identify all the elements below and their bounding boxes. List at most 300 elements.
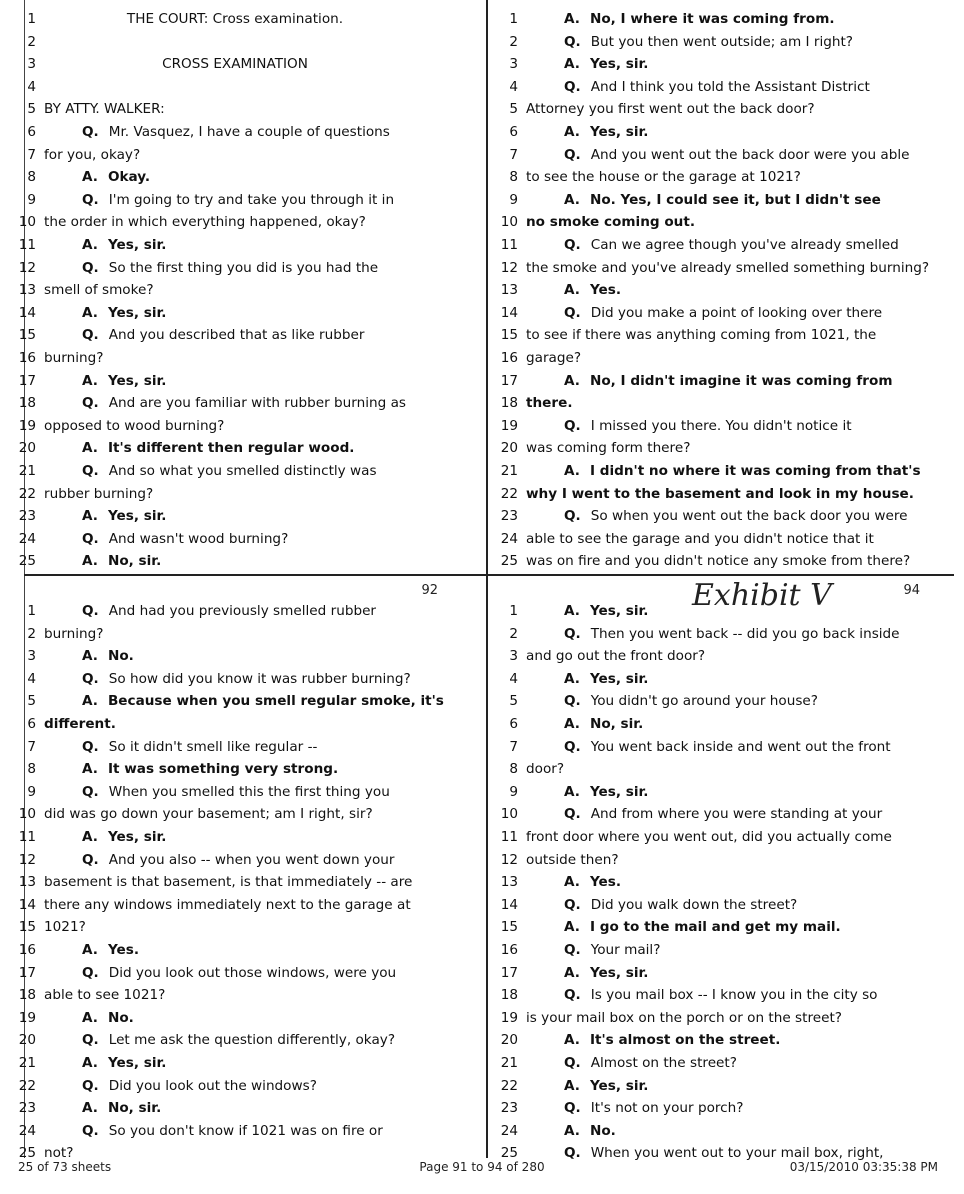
line-text [82,600,376,622]
line-content: why I went to the basement and look in my house. [526,485,914,502]
line-number: 2 [509,625,518,642]
line-text [82,758,338,780]
line-content: Yes, sir. [589,603,649,619]
line-number: 11 [18,237,36,253]
line-text [564,279,621,301]
transcript-line [482,279,952,301]
line-number: 9 [509,783,518,800]
transcript-line [482,189,952,211]
speaker-label: Q. [82,603,99,619]
line-number: 6 [509,716,518,732]
speaker-label: Q. [82,783,99,800]
transcript-line [0,736,470,758]
speaker-label: A. [564,783,580,800]
line-number: 9 [27,191,36,208]
transcript-line [0,144,470,166]
line-text [564,623,900,645]
speaker-label: A. [82,648,98,665]
line-content: No, sir. [107,553,162,570]
line-number: 25 [18,553,36,570]
speaker-label: A. [564,1077,580,1094]
line-number: 4 [27,78,36,95]
line-content: Yes. [589,282,622,299]
line-content: BY ATTY. WALKER: [44,101,165,118]
transcript-line [0,234,470,256]
line-number: 25 [500,553,518,570]
line-content: Yes, sir. [589,1077,649,1094]
transcript-line [0,645,470,667]
line-text [82,1075,317,1097]
line-number: 21 [18,463,36,479]
line-content: Yes, sir. [107,508,167,525]
transcript-line [482,460,952,482]
line-number: 24 [18,530,36,547]
line-text [526,347,581,369]
row-divider [24,574,954,576]
transcript-line [482,437,952,459]
transcript-line [0,31,470,53]
line-content: basement is that basement, is that immediately -- are [44,874,413,891]
transcript-line [0,121,470,143]
speaker-label: Q. [82,463,99,479]
line-content: Is you mail box -- I know you in the city so [590,987,878,1004]
line-text [564,736,891,758]
line-number: 1 [509,603,518,619]
line-number: 15 [500,327,518,344]
line-text [564,302,882,324]
speaker-label: A. [82,169,98,186]
line-number: 4 [509,670,518,687]
transcript-line [482,623,952,645]
line-content: And so what you smelled distinctly was [108,463,377,479]
line-text [526,645,705,667]
transcript-line [0,849,470,871]
line-number: 11 [18,829,36,845]
line-text [526,1007,842,1029]
line-text [44,984,165,1006]
line-content: Mr. Vasquez, I have a couple of questions [108,124,390,140]
line-text [564,370,892,392]
transcript-line [0,392,470,414]
transcript-line [482,781,952,803]
line-number: 10 [500,806,518,823]
speaker-label: A. [564,191,580,208]
line-number: 10 [18,806,36,823]
line-number: 8 [27,761,36,778]
transcript-line [482,939,952,961]
line-number: 3 [27,648,36,665]
page-number: 92 [421,583,438,598]
transcript-line [482,392,952,414]
line-text [564,234,899,256]
line-content: And you went out the back door were you able [590,146,910,163]
transcript-line [0,76,470,98]
line-text [564,1075,648,1097]
line-number: 22 [18,485,36,502]
transcript-line [482,211,952,233]
line-text [82,1120,383,1142]
line-content: different. [44,716,116,732]
transcript-line [0,668,470,690]
speaker-label: A. [564,124,580,140]
transcript-line [0,528,470,550]
line-text [526,166,801,188]
line-content: for you, okay? [44,146,141,163]
line-text [82,392,406,414]
transcript-line [0,370,470,392]
line-number: 16 [500,942,518,958]
transcript-line [0,962,470,984]
line-content: door? [526,761,565,778]
line-text [526,826,892,848]
line-content: And had you previously smelled rubber [108,603,377,619]
transcript-line [482,166,952,188]
speaker-label: A. [564,282,580,299]
line-text [82,645,134,667]
line-content: Let me ask the question differently, okay? [108,1032,396,1049]
speaker-label: A. [82,237,98,253]
line-number: 6 [27,124,36,140]
line-content: I didn't no where it was coming from that's [589,463,921,479]
transcript-line [0,98,470,120]
speaker-label: A. [564,1122,580,1139]
line-number: 20 [18,440,36,457]
line-content: Then you went back -- did you go back inside [590,625,900,642]
line-content: No. [107,1009,134,1026]
transcript-line [482,347,952,369]
speaker-label: Q. [564,1055,581,1071]
line-number: 5 [27,693,36,710]
transcript-line [0,690,470,712]
speaker-label: A. [564,372,580,389]
transcript-line [482,528,952,550]
line-number: 20 [18,1032,36,1049]
line-number: 5 [509,693,518,710]
line-number: 8 [509,761,518,778]
transcript-line [0,505,470,527]
line-content: Can we agree though you've already smelled [590,237,899,253]
transcript-line [0,600,470,622]
line-content: I missed you there. You didn't notice it [590,417,852,434]
transcript-line [0,324,470,346]
line-text [564,713,643,735]
line-content: was coming form there? [526,440,691,457]
speaker-label: A. [564,11,580,27]
line-content: So the first thing you did is you had the [108,259,379,276]
line-content: So when you went out the back door you were [590,508,908,525]
line-content: And are you familiar with rubber burning as [108,395,406,412]
transcript-line [482,144,952,166]
transcript-line [482,984,952,1006]
line-content: no smoke coming out. [526,214,696,231]
line-content: No. Yes, I could see it, but I didn't see [589,191,881,208]
line-text [526,550,910,572]
transcript-line [0,483,470,505]
line-content: Yes, sir. [589,124,649,140]
speaker-label: Q. [564,78,581,95]
line-content: Yes, sir. [107,372,167,389]
line-number: 2 [27,625,36,642]
line-number: 11 [500,829,518,845]
line-content: Because when you smell regular smoke, it's [107,693,444,710]
line-number: 21 [18,1055,36,1071]
speaker-label: Q. [564,33,581,50]
line-content: Yes, sir. [589,670,649,687]
line-text [82,1097,161,1119]
line-text [526,211,695,233]
line-number: 5 [509,101,518,118]
line-number: 21 [500,1055,518,1071]
line-text [564,53,648,75]
line-content: And I think you told the Assistant District [590,78,870,95]
line-number: 20 [500,440,518,457]
line-text [526,758,564,780]
line-text [44,347,103,369]
speaker-label: Q. [564,693,581,710]
line-text [44,713,116,735]
line-text [526,437,690,459]
transcript-line [482,302,952,324]
speaker-label: A. [82,508,98,525]
speaker-label: Q. [564,508,581,525]
line-content: No, sir. [107,1100,162,1117]
line-number: 22 [18,1077,36,1094]
line-number: 24 [18,1122,36,1139]
line-text [44,144,140,166]
line-number: 16 [18,350,36,366]
line-text [82,234,166,256]
line-text [564,8,835,30]
transcript-line [0,713,470,735]
transcript-line [482,415,952,437]
line-content: And wasn't wood burning? [108,530,289,547]
line-text [526,98,815,120]
transcript-line [0,826,470,848]
line-number: 6 [509,124,518,140]
speaker-label: Q. [82,1122,99,1139]
line-number: 3 [509,56,518,73]
line-content: Yes, sir. [107,237,167,253]
line-text [44,415,224,437]
transcript-line [482,31,952,53]
line-number: 20 [500,1032,518,1049]
line-content: And from where you were standing at your [590,806,883,823]
line-text [526,849,619,871]
speaker-label: Q. [564,896,581,913]
line-content: No, sir. [589,716,644,732]
line-number: 23 [500,508,518,525]
speaker-label: Q. [564,146,581,163]
line-text [526,483,914,505]
line-text [44,894,411,916]
transcript-line [482,1029,952,1051]
speaker-label: Q. [564,1100,581,1117]
footer-sheets: 25 of 73 sheets [18,1160,112,1174]
speaker-label: Q. [82,670,99,687]
line-number: 12 [18,851,36,868]
line-content: 1021? [44,919,86,936]
transcript-line [482,736,952,758]
transcript-line [482,8,952,30]
line-content: But you then went outside; am I right? [590,33,854,50]
speaker-label: Q. [82,395,99,412]
line-text [526,392,572,414]
line-number: 11 [500,237,518,253]
transcript-line [0,347,470,369]
line-content: Did you look out those windows, were you [108,964,397,981]
line-content: the order in which everything happened, okay? [44,214,366,231]
line-content: Yes, sir. [107,1055,167,1071]
line-number: 4 [27,670,36,687]
speaker-label: A. [82,304,98,321]
line-text [82,437,354,459]
transcript-line [482,550,952,572]
speaker-label: Q. [82,124,99,140]
line-content: to see the house or the garage at 1021? [526,169,801,186]
line-text [82,370,166,392]
speaker-label: Q. [82,327,99,344]
line-number: 25 [18,1145,36,1162]
line-content: Yes, sir. [589,964,649,981]
line-number: 19 [18,1009,36,1026]
speaker-label: Q. [82,851,99,868]
line-text [82,121,390,143]
line-content: front door where you went out, did you actually come [526,829,892,845]
line-text [82,939,139,961]
line-number: 12 [500,259,518,276]
transcript-line [482,1120,952,1142]
line-number: 23 [18,508,36,525]
line-number: 5 [27,101,36,118]
transcript-line [482,826,952,848]
line-text [564,984,877,1006]
line-content: Almost on the street? [590,1055,737,1071]
transcript-line [0,302,470,324]
transcript-line [0,1007,470,1029]
line-number: 1 [509,11,518,27]
line-content: No. [107,648,134,665]
line-number: 6 [27,716,36,732]
line-content: Yes. [107,942,140,958]
line-text [82,1029,395,1051]
speaker-label: Q. [82,1032,99,1049]
transcript-line [482,803,952,825]
line-content: Your mail? [590,942,661,958]
line-text [44,279,154,301]
speaker-label: A. [82,553,98,570]
line-content: Did you make a point of looking over there [590,304,883,321]
speaker-label: Q. [564,417,581,434]
line-text [44,803,373,825]
transcript-line [482,483,952,505]
line-content: able to see 1021? [44,987,166,1004]
line-text [564,916,841,938]
footer-pages: Page 91 to 94 of 280 [419,1160,545,1174]
transcript-line [0,916,470,938]
line-number: 10 [18,214,36,231]
line-text [44,916,86,938]
line-content: And you also -- when you went down your [108,851,395,868]
line-content: to see if there was anything coming from 1021, the [526,327,877,344]
line-text [82,962,396,984]
line-text [82,849,395,871]
speaker-label: A. [564,463,580,479]
line-number: 18 [18,987,36,1004]
line-number: 3 [27,56,36,73]
line-content: Yes, sir. [589,783,649,800]
line-number: 19 [500,1009,518,1026]
line-text [44,483,153,505]
transcript-line [0,1029,470,1051]
line-content: Yes, sir. [107,304,167,321]
speaker-label: A. [82,1055,98,1071]
line-number: 17 [18,964,36,981]
line-text [82,324,364,346]
line-content: Yes. [589,874,622,891]
speaker-label: Q. [564,1145,581,1162]
line-number: 19 [500,417,518,434]
line-content: No, I didn't imagine it was coming from [589,372,893,389]
line-content: It's almost on the street. [589,1032,781,1049]
line-number: 2 [509,33,518,50]
line-number: 22 [500,1077,518,1094]
transcript-line [0,803,470,825]
line-text [44,623,103,645]
speaker-label: A. [82,372,98,389]
speaker-label: Q. [82,530,99,547]
speaker-label: A. [564,56,580,73]
speaker-label: Q. [82,259,99,276]
transcript-line [482,916,952,938]
line-number: 14 [500,304,518,321]
line-text [564,415,852,437]
transcript-line [0,984,470,1006]
transcript-line [482,758,952,780]
transcript-line [0,415,470,437]
transcript-line [482,894,952,916]
speaker-label: Q. [82,1077,99,1094]
speaker-label: A. [564,1032,580,1049]
transcript-line [482,121,952,143]
line-number: 1 [27,11,36,27]
transcript-line [482,713,952,735]
speaker-label: A. [82,1100,98,1117]
line-content: smell of smoke? [44,282,154,299]
line-content: burning? [44,625,104,642]
transcript-line [0,758,470,780]
speaker-label: Q. [564,987,581,1004]
line-number: 15 [500,919,518,936]
speaker-label: Q. [564,304,581,321]
transcript-line [0,166,470,188]
line-content: and go out the front door? [526,648,706,665]
line-number: 9 [509,191,518,208]
line-content: It's different then regular wood. [107,440,355,457]
line-text [564,668,648,690]
line-text [564,144,910,166]
line-number: 14 [18,304,36,321]
transcript-line [482,505,952,527]
transcript-line [482,871,952,893]
line-text [82,736,317,758]
line-number: 23 [18,1100,36,1117]
transcript-line [0,189,470,211]
transcript-line [482,98,952,120]
transcript-line [0,257,470,279]
line-content: THE COURT: Cross examination. [126,11,344,27]
line-number: 7 [509,738,518,755]
transcript-line [0,1075,470,1097]
